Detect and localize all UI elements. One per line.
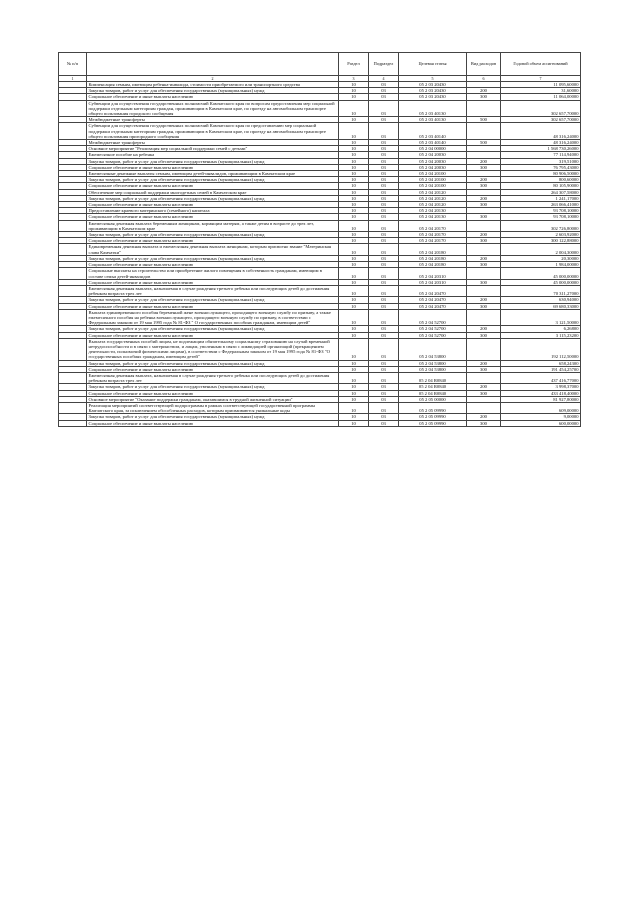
row-number [59, 268, 87, 279]
row-section: 10 [339, 255, 369, 261]
row-annual-amount: 191 454,25700 [501, 366, 581, 372]
row-annual-amount: 300 122,88000 [501, 238, 581, 244]
row-annual-amount: 76 795,43000 [501, 164, 581, 170]
row-target-article: 05 2 03 20430 [399, 82, 467, 88]
row-target-article: 05 2 04 20030 [399, 152, 467, 158]
row-annual-amount: 70 311,27000 [501, 285, 581, 296]
row-name: Социальное обеспечение и иные выплаты населению [87, 238, 339, 244]
row-section: 10 [339, 195, 369, 201]
row-subsection: 03 [369, 88, 399, 94]
row-subsection: 03 [369, 390, 399, 396]
row-expense-type [467, 402, 501, 413]
row-section: 10 [339, 171, 369, 177]
table-row [59, 402, 581, 413]
row-name: Социальное обеспечение и иные выплаты населению [87, 214, 339, 220]
row-target-article: 05 2 04 20170 [399, 232, 467, 238]
row-name: Социальное обеспечение и иные выплаты населению [87, 303, 339, 309]
row-annual-amount: 2 603,92000 [501, 232, 581, 238]
row-name: Закупка товаров, работ и услуг для обеспечения государственных (муниципальных) нужд [87, 195, 339, 201]
row-name: Закупка товаров, работ и услуг для обеспечения государственных (муниципальных) нужд [87, 414, 339, 420]
row-section: 10 [339, 390, 369, 396]
row-target-article: 05 2 04 20470 [399, 285, 467, 296]
budget-table [58, 52, 581, 427]
row-expense-type [467, 285, 501, 296]
row-section: 10 [339, 183, 369, 189]
row-target-article: 05 2 04 20030 [399, 164, 467, 170]
table-row [59, 309, 581, 326]
row-name: Выплата государственных пособий лицам, не подлежащим обязательному социальному страхованию на случай временной нетрудоспособности и в связи с материнством, и лицам, уволенным в связи с ликвидацией организаций (прекращением деятельности, полномочий физическими лицами), в соответствии с Федеральным законом от 19 мая 1995 года № 81-ФЗ "О государственных пособиях гражданам, имеющим детей" [87, 338, 339, 360]
row-expense-type: 300 [467, 366, 501, 372]
row-target-article: 05 2 05 09990 [399, 402, 467, 413]
row-expense-type: 500 [467, 140, 501, 146]
row-target-article: 05 2 05 09990 [399, 420, 467, 426]
row-name: Закупка товаров, работ и услуг для обеспечения государственных (муниципальных) нужд [87, 158, 339, 164]
row-section: 10 [339, 238, 369, 244]
row-annual-amount: 800,60000 [501, 177, 581, 183]
row-name: Закупка товаров, работ и услуг для обеспечения государственных (муниципальных) нужд [87, 177, 339, 183]
row-annual-amount: 48 316,24000 [501, 140, 581, 146]
row-expense-type: 300 [467, 238, 501, 244]
column-number: 7 [501, 76, 581, 82]
row-section: 10 [339, 366, 369, 372]
row-expense-type: 300 [467, 390, 501, 396]
row-name: Субвенции для осуществления государственных полномочий Камчатского края по предоставлению мер социальной поддержки отдельным категориям граждан, проживающим в Камчатском крае, по проезду на автомобильном транспорте общего пользования пригородного сообщения [87, 123, 339, 140]
row-target-article: 05 2 04 20100 [399, 183, 467, 189]
row-name: Обеспечение мер социальной поддержки многодетных семей в Камчатском крае [87, 189, 339, 195]
row-number [59, 285, 87, 296]
row-target-article: 05 2 04 20470 [399, 303, 467, 309]
row-annual-amount: 437 416,77000 [501, 372, 581, 383]
row-annual-amount: 2 004,30000 [501, 244, 581, 255]
row-subsection: 03 [369, 164, 399, 170]
row-annual-amount: 48 316,24000 [501, 123, 581, 140]
header-cell-name [87, 53, 339, 76]
table-row [59, 372, 581, 383]
row-subsection: 03 [369, 189, 399, 195]
row-subsection: 03 [369, 420, 399, 426]
row-name: Ежемесячное пособие на ребенка [87, 152, 339, 158]
row-expense-type [467, 100, 501, 117]
row-name: Ежемесячная денежная выплата беременным женщинам, кормящим матерям, а также детям в возрасте до трех лет, проживающим в Камчатском крае [87, 220, 339, 231]
row-target-article: 05 2 04 53800 [399, 338, 467, 360]
row-subsection: 03 [369, 285, 399, 296]
row-name: Закупка товаров, работ и услуг для обеспечения государственных (муниципальных) нужд [87, 384, 339, 390]
row-target-article: 05 2 04 52700 [399, 309, 467, 326]
row-section: 10 [339, 279, 369, 285]
row-subsection: 03 [369, 279, 399, 285]
row-name: Закупка товаров, работ и услуг для обеспечения государственных (муниципальных) нужд [87, 326, 339, 332]
row-target-article: 05 2 03 40130 [399, 100, 467, 117]
row-subsection: 03 [369, 220, 399, 231]
row-expense-type: 200 [467, 88, 501, 94]
row-name: Ежемесячная денежная выплата, назначаемая в случае рождения третьего ребенка или последующих детей до достижения ребенком возраста трех лет [87, 372, 339, 383]
row-annual-amount: 77 114,94000 [501, 152, 581, 158]
row-subsection: 03 [369, 384, 399, 390]
row-subsection: 03 [369, 171, 399, 177]
row-subsection: 03 [369, 255, 399, 261]
row-subsection: 03 [369, 338, 399, 360]
row-name: Основное мероприятие "Реализация мер социальной поддержки семей с детьми" [87, 146, 339, 152]
row-section: 10 [339, 372, 369, 383]
row-annual-amount: 3 121,50000 [501, 309, 581, 326]
row-subsection: 03 [369, 140, 399, 146]
row-annual-amount: 1 984,00000 [501, 262, 581, 268]
row-target-article: 05 2 05 09990 [399, 414, 467, 420]
row-section: 10 [339, 326, 369, 332]
row-name: Выплата единовременного пособия беременной жене военнослужащего, проходящего военную службу по призыву, а также ежемесячного пособия на ребенка военнослужащего, проходящего военную службу по призыву, в соответствии с Федеральным законом от 19 мая 1995 года № 81-ФЗ " О государственных пособиях гражданам, имеющим детей" [87, 309, 339, 326]
header-cell-section: Раздел [339, 53, 369, 76]
row-section: 10 [339, 214, 369, 220]
row-target-article: 05 2 04 R0840 [399, 372, 467, 383]
row-section: 10 [339, 384, 369, 390]
row-annual-amount: 319,51000 [501, 158, 581, 164]
row-section: 10 [339, 268, 369, 279]
row-expense-type [467, 220, 501, 231]
row-subsection: 03 [369, 262, 399, 268]
row-section: 10 [339, 332, 369, 338]
table-row [59, 285, 581, 296]
row-target-article: 05 2 04 20100 [399, 171, 467, 177]
header-cell-annual-amount: Годовой объем ассигнований [501, 53, 581, 76]
row-subsection: 03 [369, 214, 399, 220]
row-target-article: 05 2 04 52700 [399, 332, 467, 338]
row-annual-amount: 1 241,17000 [501, 195, 581, 201]
row-annual-amount: 9,00000 [501, 414, 581, 420]
row-section: 10 [339, 262, 369, 268]
row-target-article: 05 2 04 20310 [399, 268, 467, 279]
row-annual-amount: 609,00000 [501, 402, 581, 413]
row-subsection: 03 [369, 366, 399, 372]
row-target-article: 05 2 04 20120 [399, 202, 467, 208]
row-expense-type [467, 268, 501, 279]
row-subsection: 03 [369, 372, 399, 383]
header-cell-subsection: Подраздел [369, 53, 399, 76]
row-annual-amount: 80 105,90000 [501, 183, 581, 189]
row-number [59, 420, 87, 426]
row-section: 10 [339, 88, 369, 94]
row-annual-amount: 11 064,00000 [501, 94, 581, 100]
row-subsection: 03 [369, 244, 399, 255]
table-row [59, 420, 581, 426]
row-name: Межбюджетные трансферты [87, 140, 339, 146]
row-expense-type: 300 [467, 262, 501, 268]
row-name: Социальное обеспечение и иные выплаты населению [87, 332, 339, 338]
row-expense-type: 300 [467, 420, 501, 426]
row-expense-type: 300 [467, 332, 501, 338]
row-expense-type: 200 [467, 158, 501, 164]
row-expense-type: 200 [467, 255, 501, 261]
column-number: 2 [87, 76, 339, 82]
row-name: Социальные выплаты на строительство или приобретение жилого помещения в собственность гражданам, имеющим в составе семьи детей-инвалидов [87, 268, 339, 279]
row-target-article: 05 2 03 40140 [399, 140, 467, 146]
row-annual-amount: 1 568 730,26000 [501, 146, 581, 152]
row-subsection: 03 [369, 146, 399, 152]
column-number: 3 [339, 76, 369, 82]
row-name: Социальное обеспечение и иные выплаты населению [87, 420, 339, 426]
row-annual-amount: 630,94000 [501, 297, 581, 303]
row-subsection: 03 [369, 117, 399, 123]
row-target-article: 05 2 04 20180 [399, 262, 467, 268]
row-expense-type: 200 [467, 384, 501, 390]
row-number [59, 372, 87, 383]
row-annual-amount: 302 657,70000 [501, 100, 581, 117]
row-name: Социальное обеспечение и иные выплаты населению [87, 279, 339, 285]
row-target-article: 05 2 04 20120 [399, 189, 467, 195]
row-annual-amount: 3 115,23200 [501, 332, 581, 338]
row-number [59, 309, 87, 326]
row-section: 10 [339, 208, 369, 214]
column-number: 6 [467, 76, 501, 82]
table-row [59, 100, 581, 117]
row-section: 10 [339, 396, 369, 402]
row-section: 10 [339, 309, 369, 326]
column-number: 5 [399, 76, 467, 82]
row-section: 10 [339, 94, 369, 100]
row-annual-amount: 600,00000 [501, 420, 581, 426]
row-target-article: 05 2 04 20310 [399, 279, 467, 285]
row-expense-type: 300 [467, 164, 501, 170]
row-number [59, 123, 87, 140]
row-section: 10 [339, 123, 369, 140]
row-section: 10 [339, 232, 369, 238]
header-cell-number: № п/п [59, 53, 87, 76]
row-target-article: 05 2 04 R0840 [399, 384, 467, 390]
row-section: 10 [339, 420, 369, 426]
row-expense-type: 300 [467, 183, 501, 189]
row-annual-amount: 93 708,10000 [501, 208, 581, 214]
row-name: Закупка товаров, работ и услуг для обеспечения государственных (муниципальных) нужд [87, 232, 339, 238]
row-annual-amount: 81 927,80000 [501, 396, 581, 402]
row-section: 10 [339, 146, 369, 152]
row-name: Социальное обеспечение и иные выплаты населению [87, 94, 339, 100]
row-subsection: 03 [369, 360, 399, 366]
row-subsection: 03 [369, 238, 399, 244]
row-target-article: 05 2 04 20180 [399, 244, 467, 255]
row-section: 10 [339, 303, 369, 309]
row-target-article: 05 2 04 20170 [399, 238, 467, 244]
row-subsection: 03 [369, 309, 399, 326]
row-subsection: 03 [369, 303, 399, 309]
row-target-article: 05 2 04 53800 [399, 360, 467, 366]
row-name: Социальное обеспечение и иные выплаты населению [87, 183, 339, 189]
row-subsection: 03 [369, 82, 399, 88]
row-name: Ежемесячная денежная выплата, назначаемая в случае рождения третьего ребенка или последующих детей до достижения ребенком возраста трех лет [87, 285, 339, 296]
row-annual-amount: 3 998,37000 [501, 384, 581, 390]
table-row [59, 268, 581, 279]
row-expense-type [467, 372, 501, 383]
row-subsection: 03 [369, 94, 399, 100]
row-expense-type: 300 [467, 279, 501, 285]
row-subsection: 03 [369, 332, 399, 338]
row-name: Закупка товаров, работ и услуг для обеспечения государственных (муниципальных) нужд [87, 88, 339, 94]
row-annual-amount: 433 418,40000 [501, 390, 581, 396]
row-expense-type: 200 [467, 232, 501, 238]
row-name: Межбюджетные трансферты [87, 117, 339, 123]
table-body [59, 82, 581, 427]
row-annual-amount: 263 066,41000 [501, 202, 581, 208]
row-expense-type: 200 [467, 195, 501, 201]
row-section: 10 [339, 202, 369, 208]
row-subsection: 03 [369, 268, 399, 279]
row-annual-amount: 302 726,80000 [501, 220, 581, 231]
row-number [59, 220, 87, 231]
row-target-article: 05 2 04 20100 [399, 177, 467, 183]
row-name: Закупка товаров, работ и услуг для обеспечения государственных (муниципальных) нужд [87, 297, 339, 303]
row-expense-type: 200 [467, 297, 501, 303]
row-section: 10 [339, 244, 369, 255]
row-name: Ежемесячные денежные выплаты семьям, имеющим детей-инвалидов, проживающим в Камчатском крае [87, 171, 339, 177]
row-section: 10 [339, 189, 369, 195]
row-section: 10 [339, 117, 369, 123]
row-target-article: 05 2 04 20170 [399, 220, 467, 231]
row-number [59, 402, 87, 413]
row-expense-type: 200 [467, 360, 501, 366]
row-annual-amount: 11 095,60000 [501, 82, 581, 88]
table-row [59, 220, 581, 231]
row-name: Закупка товаров, работ и услуг для обеспечения государственных (муниципальных) нужд [87, 255, 339, 261]
row-number [59, 244, 87, 255]
row-subsection: 03 [369, 208, 399, 214]
row-name: Основное мероприятие "Оказание поддержки гражданам, оказавшимся в трудной жизненной ситуации" [87, 396, 339, 402]
row-annual-amount: 6,26800 [501, 326, 581, 332]
row-name: Предоставление краевого материнского (семейного) капитала [87, 208, 339, 214]
row-target-article: 05 2 05 00000 [399, 396, 467, 402]
table-row [59, 244, 581, 255]
row-annual-amount: 45 000,00000 [501, 268, 581, 279]
row-target-article: 05 2 03 40130 [399, 117, 467, 123]
row-annual-amount: 69 680,33000 [501, 303, 581, 309]
row-subsection: 03 [369, 326, 399, 332]
row-section: 10 [339, 414, 369, 420]
row-name: Социальное обеспечение и иные выплаты населению [87, 366, 339, 372]
row-section: 10 [339, 82, 369, 88]
row-section: 10 [339, 164, 369, 170]
row-expense-type: 300 [467, 303, 501, 309]
row-target-article: 05 2 04 20120 [399, 195, 467, 201]
row-target-article: 05 2 04 20180 [399, 255, 467, 261]
row-subsection: 03 [369, 202, 399, 208]
header-cell-expense-type: Вид расходов [467, 53, 501, 76]
row-annual-amount: 264 307,58000 [501, 189, 581, 195]
row-expense-type [467, 309, 501, 326]
row-number [59, 100, 87, 117]
row-name: Социальное обеспечение и иные выплаты населению [87, 164, 339, 170]
row-annual-amount: 93 708,10000 [501, 214, 581, 220]
row-subsection: 03 [369, 152, 399, 158]
row-name: Социальное обеспечение и иные выплаты населению [87, 262, 339, 268]
row-expense-type: 200 [467, 414, 501, 420]
row-section: 10 [339, 158, 369, 164]
row-annual-amount: 31,60000 [501, 88, 581, 94]
row-target-article: 05 2 03 20430 [399, 88, 467, 94]
row-section: 10 [339, 338, 369, 360]
row-expense-type [467, 338, 501, 360]
row-name: Реализация мероприятий соответствующей подпрограммы в рамках соответствующей государственной программы Камчатского края, за исключением обособленных расходов, которым присваиваются уникальные коды [87, 402, 339, 413]
row-section: 10 [339, 220, 369, 231]
row-section: 10 [339, 177, 369, 183]
row-target-article: 05 2 04 20130 [399, 214, 467, 220]
column-number: 4 [369, 76, 399, 82]
row-target-article: 05 2 04 53800 [399, 366, 467, 372]
row-subsection: 03 [369, 123, 399, 140]
row-target-article: 05 2 04 R0840 [399, 390, 467, 396]
row-annual-amount: 192 112,50000 [501, 338, 581, 360]
row-expense-type [467, 123, 501, 140]
row-annual-amount: 20,30000 [501, 255, 581, 261]
row-expense-type: 200 [467, 177, 501, 183]
header-cell-target-article: Целевая статья [399, 53, 467, 76]
row-annual-amount: 80 906,50000 [501, 171, 581, 177]
table-row [59, 338, 581, 360]
row-subsection: 03 [369, 402, 399, 413]
row-expense-type: 300 [467, 94, 501, 100]
row-section: 10 [339, 152, 369, 158]
row-subsection: 03 [369, 232, 399, 238]
header-row [59, 53, 581, 76]
row-annual-amount: 658,24300 [501, 360, 581, 366]
row-number [59, 338, 87, 360]
row-subsection: 03 [369, 396, 399, 402]
row-target-article: 05 2 04 20030 [399, 158, 467, 164]
row-target-article: 05 2 04 20470 [399, 297, 467, 303]
row-name: Компенсация семьям, имеющим ребенка-инвалида, стоимости приобретаемого или транспортного средства [87, 82, 339, 88]
budget-table-sheet [58, 52, 580, 427]
row-section: 10 [339, 100, 369, 117]
row-annual-amount: 302 657,70000 [501, 117, 581, 123]
row-name: Социальное обеспечение и иные выплаты населению [87, 202, 339, 208]
row-target-article: 05 2 04 00000 [399, 146, 467, 152]
row-section: 10 [339, 285, 369, 296]
table-row [59, 123, 581, 140]
row-expense-type [467, 244, 501, 255]
row-subsection: 03 [369, 297, 399, 303]
row-expense-type: 200 [467, 326, 501, 332]
row-name: Единовременная денежная выплата и ежемесячная денежная выплата женщинам, которым присвоено звание "Материнская слава Камчатки" [87, 244, 339, 255]
row-expense-type: 500 [467, 117, 501, 123]
row-subsection: 03 [369, 158, 399, 164]
row-subsection: 03 [369, 177, 399, 183]
row-expense-type: 300 [467, 202, 501, 208]
row-section: 10 [339, 402, 369, 413]
row-target-article: 05 2 03 20430 [399, 94, 467, 100]
row-name: Субвенции для осуществления государственных полномочий Камчатского края по вопросам предоставления мер социальной поддержки отдельным категориям граждан, проживающим в Камчатском крае, по проезду на автомобильном транспорте общего пользования городского сообщения [87, 100, 339, 117]
column-number: 1 [59, 76, 87, 82]
row-section: 10 [339, 297, 369, 303]
row-name: Социальное обеспечение и иные выплаты населению [87, 390, 339, 396]
row-annual-amount: 45 000,00000 [501, 279, 581, 285]
row-target-article: 05 2 03 40140 [399, 123, 467, 140]
row-subsection: 03 [369, 100, 399, 117]
row-subsection: 03 [369, 195, 399, 201]
row-section: 10 [339, 140, 369, 146]
row-subsection: 03 [369, 183, 399, 189]
row-expense-type: 300 [467, 214, 501, 220]
row-target-article: 05 2 04 20130 [399, 208, 467, 214]
row-subsection: 03 [369, 414, 399, 420]
row-name: Закупка товаров, работ и услуг для обеспечения государственных (муниципальных) нужд [87, 360, 339, 366]
row-section: 10 [339, 360, 369, 366]
row-target-article: 05 2 04 52700 [399, 326, 467, 332]
